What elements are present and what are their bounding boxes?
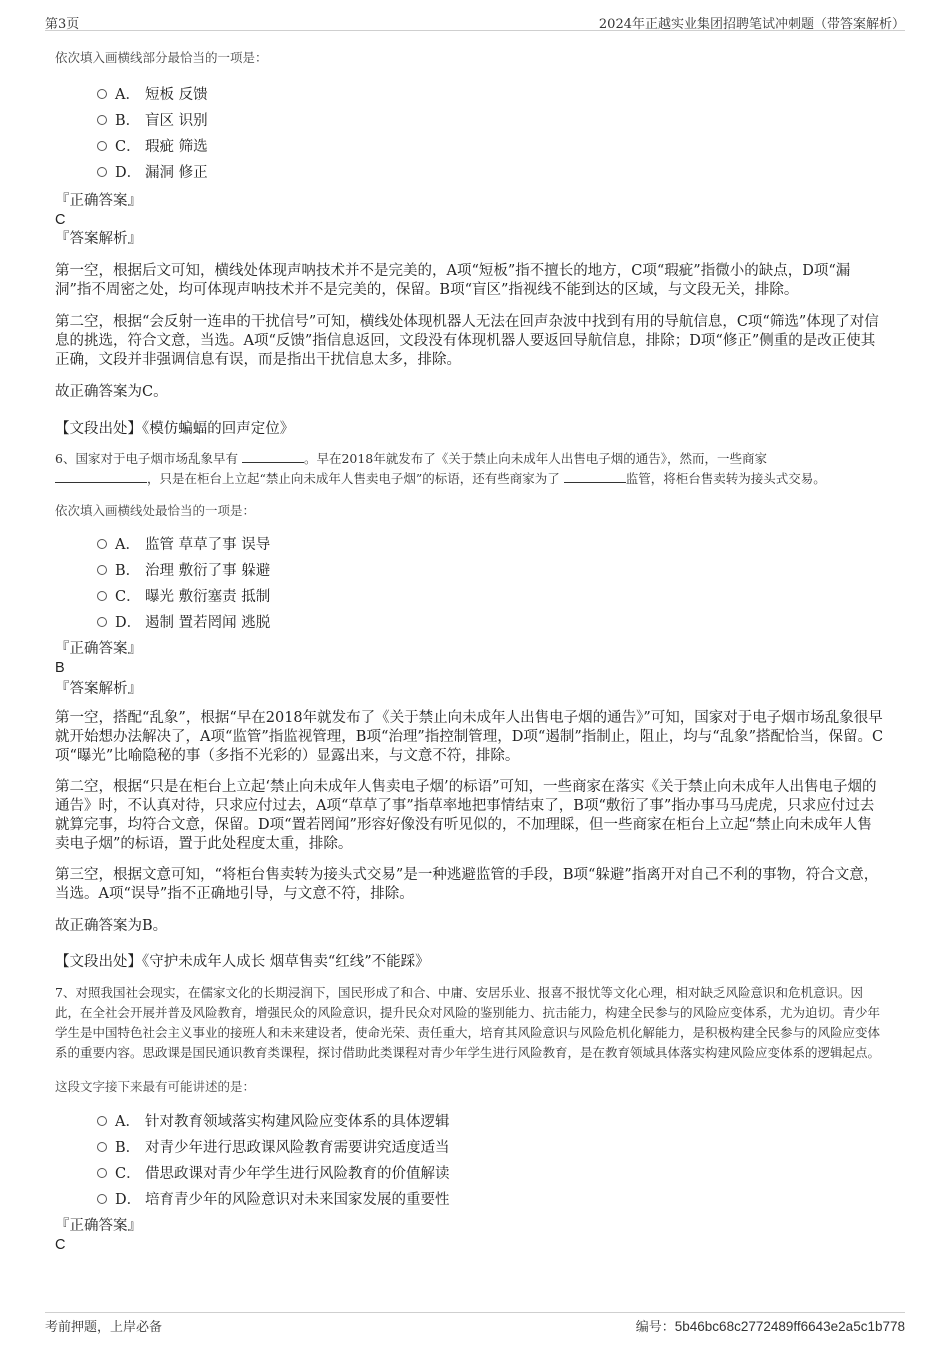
fill-blank — [55, 470, 147, 483]
answer-label: 『正确答案』 — [55, 193, 142, 209]
page-number: 第3页 — [45, 17, 80, 32]
option-a[interactable]: A． 监管 草草了事 误导 — [97, 532, 885, 558]
q6-options — [55, 532, 885, 636]
answer-value: B — [55, 660, 65, 676]
option-d[interactable]: D． 遏制 置若罔闻 逃脱 — [97, 610, 885, 636]
q7-prompt: 这段文字接下来最有可能讲述的是： — [55, 1079, 256, 1094]
option-b[interactable]: B． 治理 敷衍了事 躲避 — [97, 558, 885, 584]
analysis-paragraph: 第三空，根据文意可知，“将柜台售卖转为接头式交易”是一种逃避监管的手段，B项“躲避”指离开对自己不利的事物，符合文意，当选。A项“误导”指不正确地引导，与文意不符，排除。 — [55, 867, 879, 902]
option-d[interactable]: D． 培育青少年的风险意识对未来国家发展的重要性 — [97, 1187, 885, 1213]
analysis-conclusion: 故正确答案为B。 — [55, 918, 168, 934]
document-code: 编号：5b46bc68c2772489ff6643e2a5c1b778 — [635, 1319, 905, 1335]
answer-value: C — [55, 1237, 66, 1253]
analysis-paragraph: 第二空，根据“只是在柜台上立起‘禁止向未成年人售卖电子烟’的标语”可知，一些商家在落实《关于禁止向未成年人出售电子烟的通告》时，不认真对待，只求应付过去，A项“草草了事”指草率地把事情结束了，B项“敷衍了事”指办事马马虎虎，只求应付过去就算完事，均符合文意，保留。D项“置若罔闻”形容好像没有听见似的，不加理睬，但一些商家在柜台上立起“禁止向未成年人售卖电子烟”的标语，置于此处程度太重，排除。 — [55, 779, 877, 852]
analysis-conclusion: 故正确答案为C。 — [55, 384, 168, 400]
radio-icon[interactable] — [97, 141, 107, 151]
radio-icon[interactable] — [97, 617, 107, 627]
main-content — [55, 48, 885, 1255]
source-citation: 【文段出处】《模仿蝙蝠的回声定位》 — [55, 421, 295, 437]
document-title: 2024年正越实业集团招聘笔试冲刺题（带答案解析） — [598, 17, 905, 32]
analysis-label: 『答案解析』 — [55, 681, 142, 697]
footer-slogan: 考前押题，上岸必备 — [45, 1320, 163, 1335]
option-c[interactable]: C． 借思政课对青少年学生进行风险教育的价值解读 — [97, 1161, 885, 1187]
q6-question: 6、国家对于电子烟市场乱象早有 。早在2018年就发布了《关于禁止向未成年人出售电子烟的通告》，然而，一些商家 ，只是在柜台上立起“禁止向未成年人售卖电子烟”的标语，还有些商家为了 监管，将柜台售卖转为接头式交易。 — [55, 451, 826, 486]
option-d[interactable]: D． 漏洞 修正 — [97, 160, 885, 186]
analysis-label: 『答案解析』 — [55, 231, 142, 247]
analysis-paragraph: 第一空，根据后文可知，横线处体现声呐技术并不是完美的，A项“短板”指不擅长的地方，C项“瑕疵”指微小的缺点，D项“漏洞”指不周密之处，均可体现声呐技术并不是完美的，保留。B项“盲区”指视线不能到达的区域，与文段无关，排除。 — [55, 263, 851, 298]
page-header — [45, 10, 905, 31]
option-c[interactable]: C． 曝光 敷衍塞责 抵制 — [97, 584, 885, 610]
radio-icon[interactable] — [97, 1142, 107, 1152]
radio-icon[interactable] — [97, 1194, 107, 1204]
option-a[interactable]: A． 针对教育领域落实构建风险应变体系的具体逻辑 — [97, 1109, 885, 1135]
analysis-paragraph: 第一空，搭配“乱象”，根据“早在2018年就发布了《关于禁止向未成年人出售电子烟的通告》”可知，国家对于电子烟市场乱象很早就开始想办法解决了，A项“监管”指监视管理，B项“治理”指控制管理，D项“遏制”指制止，阻止，均与“乱象”搭配恰当，保留。C项“曝光”比喻隐秘的事（多指不光彩的）显露出来，与文意不符，排除。 — [55, 710, 884, 764]
radio-icon[interactable] — [97, 1168, 107, 1178]
radio-icon[interactable] — [97, 591, 107, 601]
q7-question: 7、对照我国社会现实，在儒家文化的长期浸润下，国民形成了和合、中庸、安居乐业、报喜不报忧等文化心理，相对缺乏风险意识和危机意识。因此，在全社会开展并普及风险教育，增强民众的风险意识，提升民众对风险的鉴别能力、抗击能力，构建全民参与的风险应变体系，尤为迫切。青少年学生是中国特色社会主义事业的接班人和未来建设者，使命光荣、责任重大，培育其风险意识与风险危机化解能力，是积极构建全民参与的风险应变体系的重要内容。思政课是国民通识教育类课程，探讨借助此类课程对青少年学生进行风险教育，是在教育领域具体落实构建风险应变体系的逻辑起点。 — [55, 985, 881, 1060]
fill-blank — [242, 450, 304, 463]
option-b[interactable]: B． 对青少年进行思政课风险教育需要讲究适度适当 — [97, 1135, 885, 1161]
analysis-paragraph: 第二空，根据“会反射一连串的干扰信号”可知，横线处体现机器人无法在回声杂波中找到有用的导航信息，C项“筛选”体现了对信息的挑选，符合文意，当选。A项“反馈”指信息返回，文段没有体现机器人要返回导航信息，排除；D项“修正”侧重的是改正使其正确，文段并非强调信息有误，而是指出干扰信息太多，排除。 — [55, 314, 879, 368]
radio-icon[interactable] — [97, 539, 107, 549]
q5-options — [55, 82, 885, 186]
option-c[interactable]: C． 瑕疵 筛选 — [97, 134, 885, 160]
option-b[interactable]: B． 盲区 识别 — [97, 108, 885, 134]
option-a[interactable]: A． 短板 反馈 — [97, 82, 885, 108]
q6-prompt: 依次填入画横线处最恰当的一项是： — [55, 503, 256, 518]
radio-icon[interactable] — [97, 115, 107, 125]
q7-options — [55, 1109, 885, 1213]
answer-label: 『正确答案』 — [55, 641, 142, 657]
source-citation: 【文段出处】《守护未成年人成长 烟草售卖“红线”不能踩》 — [55, 954, 430, 970]
answer-value: C — [55, 212, 66, 228]
radio-icon[interactable] — [97, 167, 107, 177]
q5-prompt: 依次填入画横线部分最恰当的一项是： — [55, 50, 268, 65]
answer-label: 『正确答案』 — [55, 1218, 142, 1234]
radio-icon[interactable] — [97, 565, 107, 575]
radio-icon[interactable] — [97, 1116, 107, 1126]
fill-blank — [564, 470, 626, 483]
page-footer — [45, 1312, 905, 1337]
radio-icon[interactable] — [97, 89, 107, 99]
